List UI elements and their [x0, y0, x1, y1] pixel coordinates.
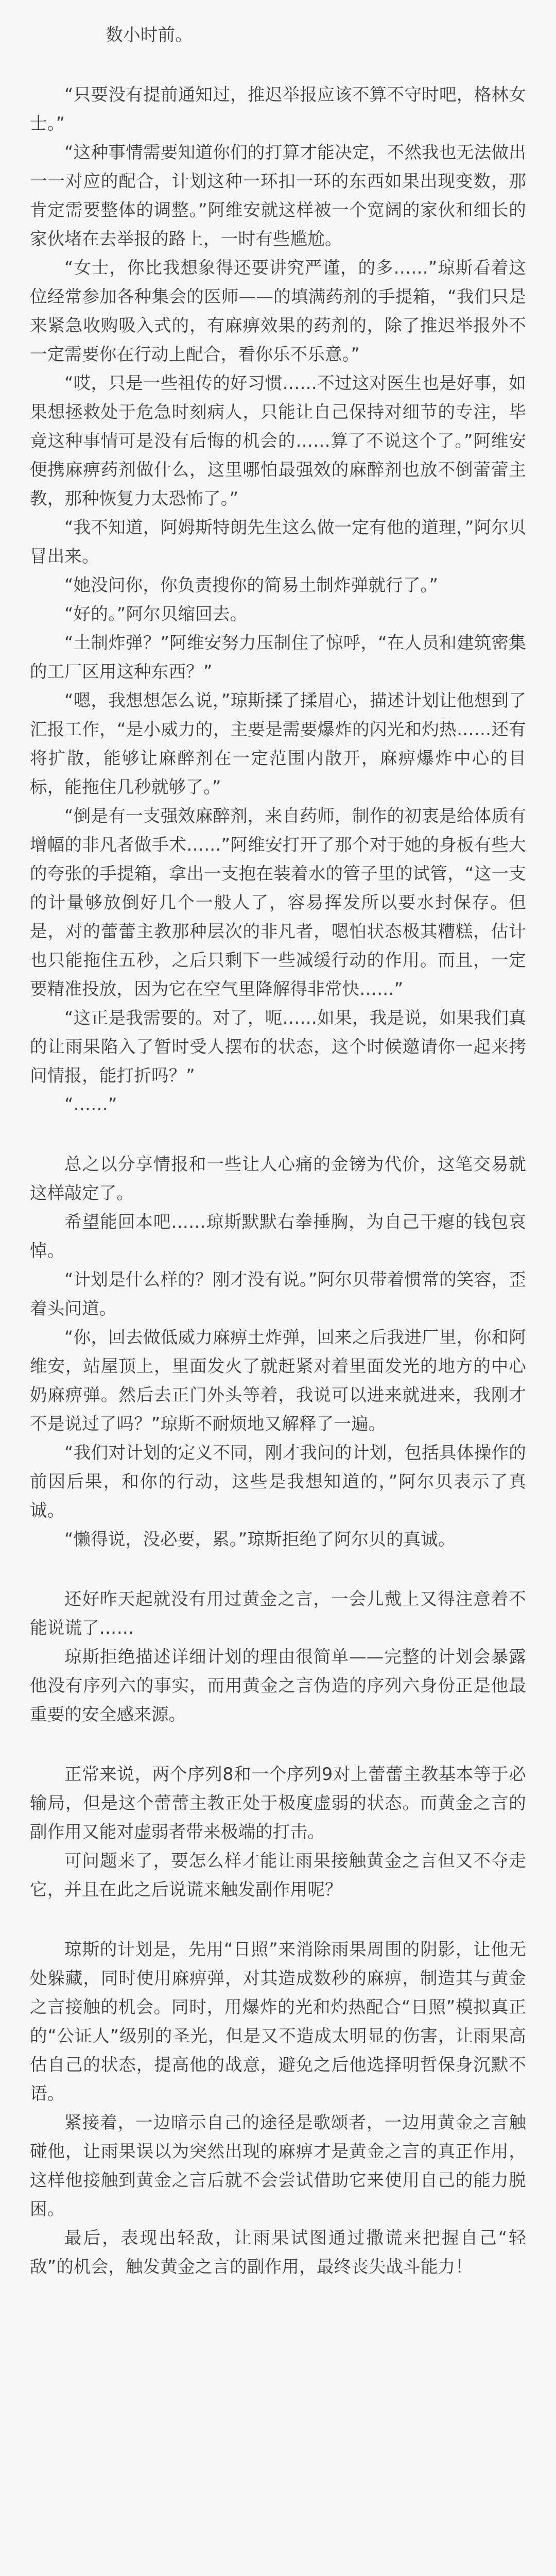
paragraph: 还好昨天起就没有用过黄金之言，一会儿戴上又得注意着不能说谎了……: [30, 1589, 526, 1638]
paragraph: “……”: [64, 1094, 117, 1114]
paragraph: 数小时前。: [106, 25, 193, 45]
paragraph: “只要没有提前通知过，推迟举报应该不算不守时吧，格林女士。”: [30, 84, 526, 133]
paragraph: “倒是有一支强效麻醉剂，来自药师，制作的初衷是给体质有增幅的非凡者做手术……”阿维安打开了那个对于她的身板有些大的夸张的手提箱，拿出一支抱在装着水的管子里的试管，“这一支的计量够放倒好几个一般人了，容易挥发所以要水封保存。但是，对的蕾蕾主教那种层次的非凡者，嗯怕状态极其糟糕，估计也只能拖住五秒，之后只剩下一些减缓行动的作用。而且，一定要精准投放，因为它在空气里降解得非常快……”: [30, 806, 526, 999]
paragraph: 琼斯拒绝描述详细计划的理由很简单——完整的计划会暴露他没有序列六的事实，而用黄金之言伪造的序列六身份正是他最重要的安全感来源。: [30, 1647, 526, 1724]
paragraph-gap: [30, 49, 526, 80]
paragraph-gap: [30, 1554, 526, 1585]
paragraph: 可问题来了，要怎么样才能让雨果接触黄金之言但又不夺走它，并且在此之后说谎来触发副作用呢？: [30, 1851, 526, 1900]
paragraph: “我不知道，阿姆斯特朗先生这么做一定有他的道理，”阿尔贝冒出来。: [30, 517, 526, 566]
paragraph: “这正是我需要的。对了，呃……如果，我是说，如果我们真的让雨果陷入了暂时受人摆布的状态，这个时候邀请你一起来拷问情报，能打折吗？”: [30, 1008, 526, 1086]
paragraph: “好的。”阿尔贝缩回去。: [64, 604, 248, 624]
paragraph: 希望能回本吧……琼斯默默右拳捶胸，为自己干瘪的钱包哀悼。: [30, 1212, 526, 1261]
paragraph: “嗯，我想想怎么说，”琼斯揉了揉眉心，描述计划让他想到了汇报工作，“是小威力的，主要是需要爆炸的闪光和灼热……还有将扩散，能够让麻醉剂在一定范围内散开，麻痹爆炸中心的目标，能拖住几秒就够了。”: [30, 690, 526, 797]
paragraph-gap: [30, 1119, 526, 1150]
paragraph: 正常来说，两个序列8和一个序列9对上蕾蕾主教基本等于必输局，但是这个蕾蕾主教正处于极度虚弱的状态。而黄金之言的副作用又能对虚弱者带来极端的打击。: [30, 1764, 526, 1842]
paragraph: 最后，表现出轻敌，让雨果试图通过撒谎来把握自己“轻敌”的机会，触发黄金之言的副作用，最终丧失战斗能力！: [30, 2228, 526, 2277]
paragraph: “土制炸弹？”阿维安努力压制住了惊呼，“在人员和建筑密集的工厂区用这种东西？”: [30, 633, 526, 682]
paragraph-gap: [30, 1729, 526, 1760]
paragraph: “计划是什么样的？刚才没有说。”阿尔贝带着惯常的笑容，歪着头问道。: [30, 1269, 526, 1318]
paragraph: “她没问你，你负责搜你的简易土制炸弹就行了。”: [64, 575, 439, 595]
paragraph: “懒得说，没必要，累。”琼斯拒绝了阿尔贝的真诚。: [64, 1529, 456, 1549]
paragraph: 紧接着，一边暗示自己的途径是歌颂者，一边用黄金之言触碰他，让雨果误以为突然出现的麻痹才是黄金之言的真正作用，这样他接触到黄金之言后就不会尝试借助它来使用自己的能力脱困。: [30, 2112, 526, 2219]
paragraph: 总之以分享情报和一些让人心痛的金镑为代价，这笔交易就这样敲定了。: [30, 1154, 526, 1203]
paragraph: “你，回去做低威力麻痹土炸弹，回来之后我进厂里，你和阿维安，站屋顶上，里面发火了就赶紧对着里面发光的地方的中心奶麻痹弹。然后去正门外头等着，我说可以进来就进来，我刚才不是说过了吗？”琼斯不耐烦地又解释了一遍。: [30, 1327, 526, 1434]
paragraph: 琼斯的计划是，先用“日照”来消除雨果周围的阴影，让他无处躲藏，同时使用麻痹弹，对其造成数秒的麻痹，制造其与黄金之言接触的机会。同时，用爆炸的光和灼热配合“日照”模拟真正的“公证人”级别的圣光，但是又不造成太明显的伤害，让雨果高估自己的状态，提高他的战意，避免之后他选择明哲保身沉默不语。: [30, 1939, 526, 2104]
paragraph: “这种事情需要知道你们的打算才能决定，不然我也无法做出一一对应的配合，计划这种一环扣一环的东西如果出现变数，那肯定需要整体的调整。”阿维安就这样被一个宽阔的家伙和细长的家伙堵在去举报的路上，一时有些尴尬。: [30, 142, 526, 249]
paragraph: “哎，只是一些祖传的好习惯……不过这对医生也是好事，如果想拯救处于危急时刻病人，只能让自己保持对细节的专注，毕竟这种事情可是没有后悔的机会的……算了不说这个了。”阿维安便携麻痹药剂做什么，这里哪怕最强效的麻醉剂也放不倒蕾蕾主教，那种恢复力太恐怖了。”: [30, 373, 526, 509]
paragraph: “我们对计划的定义不同，刚才我问的计划，包括具体操作的前因后果，和你的行动，这些是我想知道的，”阿尔贝表示了真诚。: [30, 1443, 526, 1520]
paragraph-gap: [30, 1904, 526, 1935]
paragraph: “女士，你比我想象得还要讲究严谨，的多……”琼斯看着这位经常参加各种集会的医师——的填满药剂的手提箱，“我们只是来紧急收购吸入式的，有麻痹效果的药剂的，除了推迟举报外不一定需要你在行动上配合，看你乐不乐意。”: [30, 258, 526, 364]
